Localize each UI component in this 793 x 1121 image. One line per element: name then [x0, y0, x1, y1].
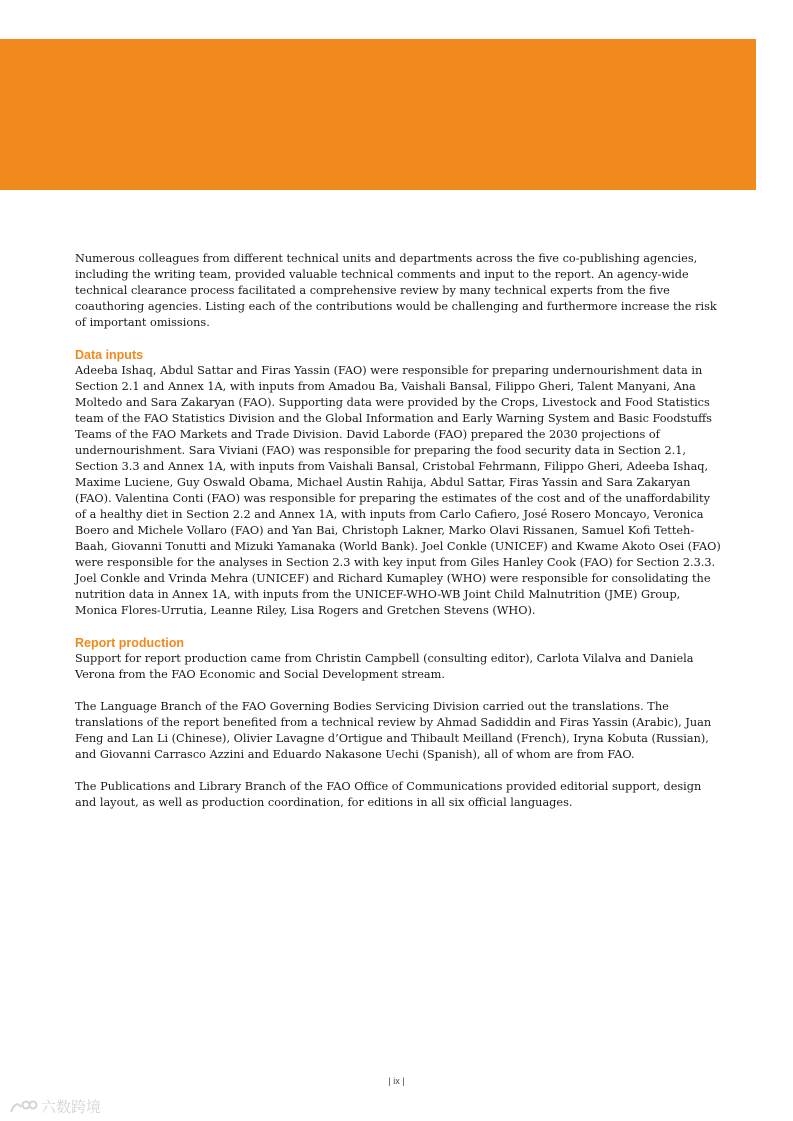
data-inputs-heading: Data inputs — [75, 348, 144, 362]
report-production-paragraph-3: The Publications and Library Branch of the FAO Office of Communications provided editorial support, design and layout, as well as production coordination, for editions in all six official languages. — [75, 780, 702, 809]
document-body — [75, 251, 723, 811]
intro-paragraph: Numerous colleagues from different technical units and departments across the five co-publishing agencies, including the writing team, provided valuable technical comments and input to the report. An agency-wide technical clearance process facilitated a comprehensive review by many technical experts from the five coauthoring agencies. Listing each of the contributions would be challenging and furthermore increase the risk of important omissions. — [75, 252, 717, 329]
report-production-heading: Report production — [75, 636, 185, 650]
watermark-logo-icon — [8, 1098, 38, 1116]
page-number: | ix | — [388, 1076, 405, 1086]
watermark — [8, 1096, 101, 1117]
data-inputs-paragraph: Adeeba Ishaq, Abdul Sattar and Firas Yassin (FAO) were responsible for preparing undernourishment data in Section 2.1 and Annex 1A, with inputs from Amadou Ba, Vaishali Bansal, Filippo Gheri, Talent Manyani, Ana Moltedo and Sara Zakaryan (FAO). Supporting data were provided by the Crops, Livestock and Food Statistics team of the FAO Statistics Division and the Global Information and Early Warning System and Basic Foodstuffs Teams of the FAO Markets and Trade Division. David Laborde (FAO) prepared the 2030 projections of undernourishment. Sara Viviani (FAO) was responsible for preparing the food security data in Section 2.1, Section 3.3 and Annex 1A, with inputs from Vaishali Bansal, Cristobal Fehrmann, Filippo Gheri, Adeeba Ishaq, Maxime Luciene, Guy Oswald Obama, Michael Austin Rahija, Abdul Sattar, Firas Yassin and Sara Zakaryan (FAO). Valentina Conti (FAO) was responsible for preparing the estimates of the cost and of the unaffordability of a healthy diet in Section 2.2 and Annex 1A, with inputs from Carlo Cafiero, José Rosero Moncayo, Veronica Boero and Michele Vollaro (FAO) and Yan Bai, Christoph Lakner, Marko Olavi Rissanen, Samuel Kofi Tetteh-Baah, Giovanni Tonutti and Mizuki Yamanaka (World Bank). Joel Conkle (UNICEF) and Kwame Akoto Osei (FAO) were responsible for the analyses in Section 2.3 with key input from Giles Hanley Cook (FAO) for Section 2.3.3. Joel Conkle and Vrinda Mehra (UNICEF) and Richard Kumapley (WHO) were responsible for consolidating the nutrition data in Annex 1A, with inputs from the UNICEF-WHO-WB Joint Child Malnutrition (JME) Group, Monica Flores-Urrutia, Leanne Riley, Lisa Rogers and Gretchen Stevens (WHO). — [75, 364, 721, 617]
report-production-paragraph-2: The Language Branch of the FAO Governing Bodies Servicing Division carried out the translations. The translations of the report benefited from a technical review by Ahmad Sadiddin and Firas Yassin (Arabic), Juan Feng and Lan Li (Chinese), Olivier Lavagne d’Ortigue and Thibault Meilland (French), Iryna Kobuta (Russian), and Giovanni Carrasco Azzini and Eduardo Nakasone Uechi (Spanish), all of whom are from FAO. — [75, 700, 712, 761]
watermark-text: 六数跨境 — [41, 1099, 102, 1116]
report-production-paragraph-1: Support for report production came from Christin Campbell (consulting editor), Carlota Vilalva and Daniela Verona from the FAO Economic and Social Development stream. — [75, 652, 694, 681]
header-banner — [0, 39, 756, 190]
